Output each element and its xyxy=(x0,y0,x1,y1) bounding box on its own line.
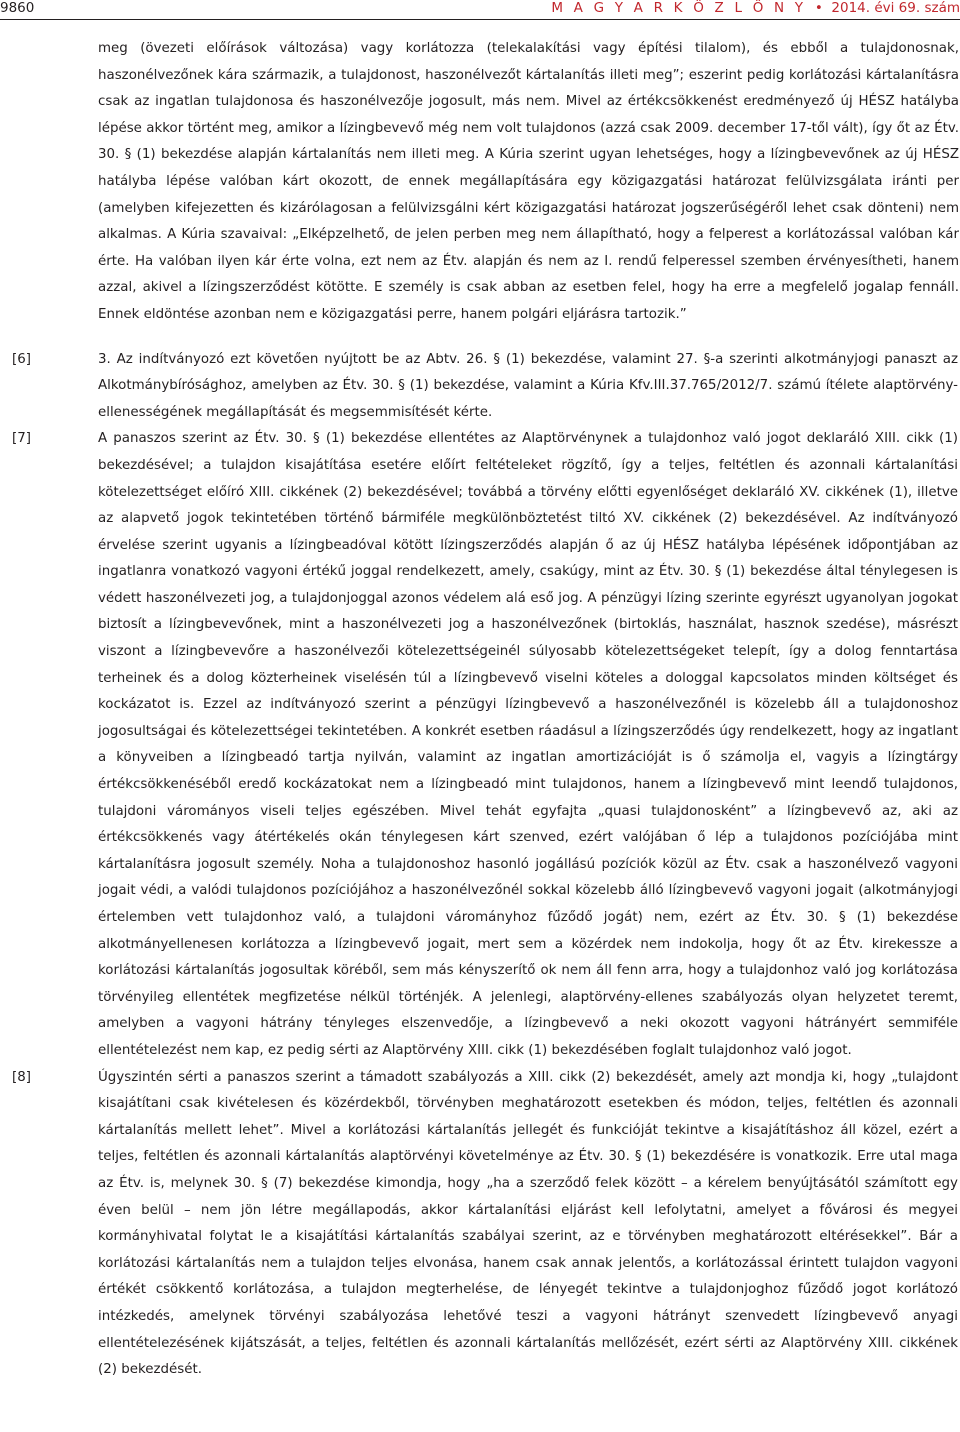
paragraph-8 xyxy=(0,1065,960,1384)
issue-label: 2014. évi 69. szám xyxy=(831,0,960,16)
paragraph-number: [7] xyxy=(12,431,31,447)
paragraph-text: 3. Az indítványozó ezt követően nyújtott be az Abtv. 26. § (1) bekezdése, valamint 27. §-a szerinti alkotmányjogi panaszt az Alkotmánybírósághoz, amelyben az Étv. 30. § (1) bekezdése, valamint a Kúria Kfv.III.37.765/2012/7. számú ítélete alaptörvény-ellenességének megállapítását és megsemmisítését kérte. xyxy=(98,351,958,420)
document-body xyxy=(0,36,960,1384)
page-number: 9860 xyxy=(0,0,35,16)
header-rule xyxy=(0,19,960,20)
paragraph-text: Úgyszintén sérti a panaszos szerint a támadott szabályozás a XIII. cikk (2) bekezdését, amely azt mondja ki, hogy „tulajdont kisajátítani csak kivételesen és közérdekből, törvényben meghatározott esetekben és módon, teljes, feltétlen és azonnali kártalanítás mellett lehet”. Mivel a korlátozási kártalanítás jellegét és funkcióját tekintve a kisajátításhoz áll közel, ezért a teljes, feltétlen és azonnali kártalanítás alaptörvényi követelménye az Étv. 30. § (1) bekezdésére is vonatkozik. Erre utal maga az Étv. is, melynek 30. § (7) bekezdése kimondja, hogy „ha a szerződő felek között – a kérelem benyújtásától számított egy éven belül – nem jön létre megállapodás, akkor kártalanítási eljárást kell lefolytatni, amelyet a fővárosi és megyei kormányhivatal folytat le a kisajátítási kártalanítás szabályai szerint, az e törvényben meghatározott eltérésekkel”. Bár a korlátozási kártalanítás nem a tulajdon teljes elvonása, hanem csak annak jelentős, a korlátozással érintett tulajdon vagyoni értékét csökkentő korlátozása, a tulajdon megterhelése, de lényegét tekintve a tulajdonjoghoz fűződő jogot korlátozó intézkedés, amelynek törvényi szabályozása lehetővé teszi a vagyoni hátrányt szenvedett lízingbevevő anyagi ellentételezésének kijátszását, a teljes, feltétlen és azonnali kártalanítás mellőzését, ezért sérti az Alaptörvény XIII. cikkének (2) bekezdését. xyxy=(98,1069,958,1378)
paragraph-number: [6] xyxy=(12,351,31,367)
paragraph-text: meg (övezeti előírások változása) vagy korlátozza (telekalakítási vagy építési tilalom), és ebből a tulajdonosnak, haszonélvezőnek kára származik, a tulajdonost, haszonélvezőt kártalanítás illeti meg”; eszerint pedig korlátozási kártalanításra csak az ingatlan tulajdonosa és haszonélvezője jogosult, más nem. Mivel az értékcsökkenést eredményező új HÉSZ hatályba lépése akkor történt meg, amikor a lízingbevevő még nem volt tulajdonos (azzá csak 2009. december 17-től vált), így őt az Étv. 30. § (1) bekezdése alapján kártalanítás nem illeti meg. A Kúria szerint ugyan lehetséges, hogy a lízingbevevőnek az új HÉSZ hatályba lépése valóban kárt okozott, de ennek megállapítására egy közigazgatási határozat felülvizsgálata iránti per (amelyben kifejezetten és kizárólagosan a felülvizsgálni kért közigazgatási határozat jogszerűségéről lehet csak dönteni) nem alkalmas. A Kúria szavaival: „Elképzelhető, de jelen perben meg nem állapítható, hogy a felperest a korlátozással valóban kár érte. Ha valóban ilyen kár érte volna, ezt nem az Étv. alapján és nem az I. rendű felperessel szemben érvényesítheti, hanem azzal, akivel a lízingszerződést kötötte. E személy is csak abban az esetben felel, hogy ha erre a megfelelő jogalap fennáll. Ennek eldöntése azonban nem e közigazgatási perre, hanem polgári eljárásra tartozik.” xyxy=(98,41,959,322)
separator-bullet: • xyxy=(814,0,823,16)
paragraph-continued xyxy=(0,36,960,329)
paragraph-7 xyxy=(0,426,960,1064)
paragraph-6 xyxy=(0,347,960,427)
running-head xyxy=(551,0,960,16)
page-header xyxy=(0,0,960,16)
paragraph-text: A panaszos szerint az Étv. 30. § (1) bekezdése ellentétes az Alaptörvénynek a tulajdonhoz való jogot deklaráló XIII. cikk (1) bekezdésével; a tulajdon kisajátítása esetére előírt feltételeket rögzítő, így a teljes, feltétlen és azonnali kártalanítási kötelezettséget előíró XIII. cikkének (2) bekezdésével; továbbá a törvény előtti egyenlőséget deklaráló XV. cikkének (1), illetve az alapvető jogok tekintetében történő bármiféle megkülönböztetést tiltó XV. cikkének (2) bekezdésével. Az indítványozó érvelése szerint ugyanis a lízingbeadóval kötött lízingszerződés alapján ő az új HÉSZ hatályba lépésének időpontjában az ingatlanra vonatkozó vagyoni értékű joggal rendelkezett, amely, csakúgy, mint az Étv. 30. § (1) bekezdése által ténylegesen is védett haszonélvezeti jog, a tulajdonjoggal azonos védelem alá eső jog. A pénzügyi lízing szerinte egyrészt ugyanolyan jogokat biztosít a lízingbevevőnek, mint a haszonélvezeti jog a haszonélvezőnek (birtoklás, használat, hasznok szedése), másrészt viszont a lízingbevevőre a haszonélvezői kötelezettségeinél súlyosabb kötelezettségeket telepít, így a dolog fenntartása terheinek és a dolog közterheinek viselésén túl a lízingbevevő viselni köteles a dologgal kapcsolatos minden költséget és kockázatot is. Ezzel az indítványozó szerint a pénzügyi lízingbevevő a haszonélvezőnél is közelebb áll a tulajdonoshoz jogosultságai és kötelezettségei tekintetében. A konkrét esetben ráadásul a lízingszerződés úgy rendelkezett, hogy az ingatlant a könyveiben a lízingbeadó tartja nyilván, valamint az ingatlan amortizációját is ő számolja el, vagyis a lízingtárgy értékcsökkenéséből eredő kockázatokat nem a lízingbeadó mint tulajdonos, hanem a lízingbevevő mint leendő tulajdonos, tulajdoni várományos viseli teljes egészében. Mivel tehát egyfajta „quasi tulajdonosként” a lízingbevevő az, aki az értékcsökkenés vagy átértékelés okán ténylegesen kárt szenved, ezért valójában ő lép a tulajdonos pozíciójába mint kártalanításra jogosult személy. Noha a tulajdonoshoz hasonló jogállású pozíciók közül az Étv. csak a haszonélvező vagyoni jogait védi, a valódi tulajdonos pozíciójához a haszonélvezőnél sokkal közelebb álló lízingbevevő vagyoni jogait (alkotmányjogi értelemben vett tulajdonhoz való, a tulajdoni várományhoz fűződő jogát) nem, ezért az Étv. 30. § (1) bekezdése alkotmányellenesen korlátozza a lízingbevevő jogait, mert sem a közérdek nem indokolja, hogy őt az Étv. kirekessze a korlátozási kártalanítás jogosultak köréből, sem más kényszerítő ok nem áll fenn arra, hogy a tulajdonhoz való jog korlátozása törvényileg ellentétek megfizetése nélkül történjék. A jelenlegi, alaptörvény-ellenes szabályozás olyan helyzetet teremt, amelyben a vagyoni hátrány tényleges elszenvedője, a lízingbevevő a neki okozott vagyoni hátrányért semmiféle ellentételezést nem kap, ez pedig sérti az Alaptörvény XIII. cikk (1) bekezdésében foglalt tulajdonhoz való jogot. xyxy=(98,431,958,1058)
publication-title: M A G Y A R K Ö Z L Ö N Y xyxy=(551,0,807,16)
paragraph-number: [8] xyxy=(12,1069,31,1085)
